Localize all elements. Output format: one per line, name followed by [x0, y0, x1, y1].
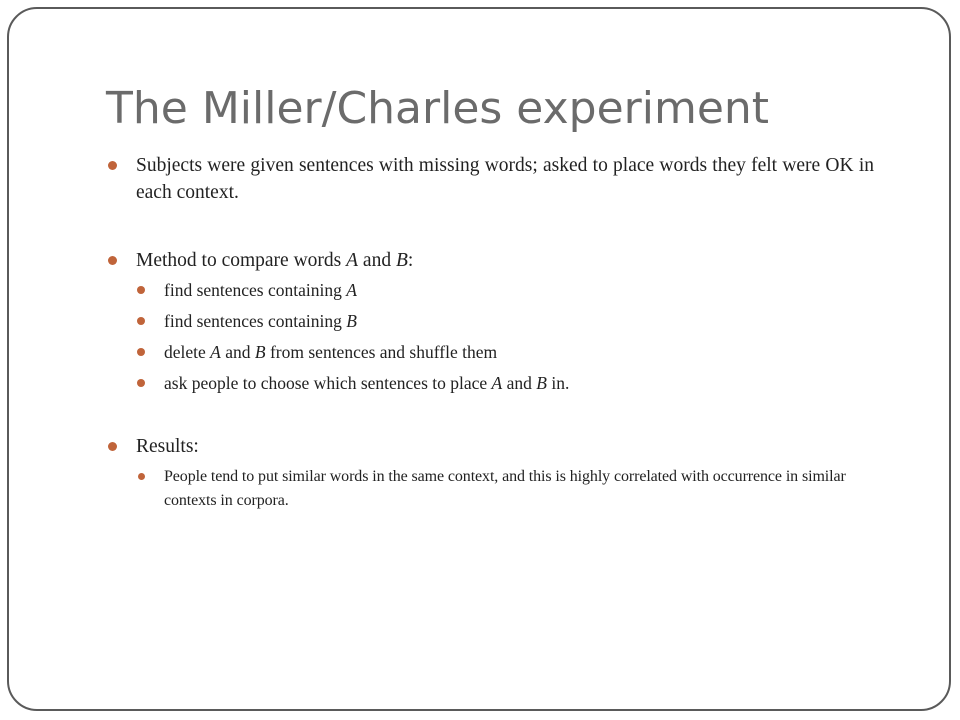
word-a: A	[210, 342, 221, 362]
word-b: B	[395, 250, 408, 271]
sub-bullet-text: in.	[546, 373, 570, 393]
slide-title: The Miller/Charles experiment	[106, 83, 770, 134]
conjunction: and	[358, 250, 396, 271]
slide-content	[106, 152, 874, 513]
sub-bullet-text: find sentences containing	[164, 311, 347, 331]
conjunction: and	[220, 342, 255, 362]
bullet-subjects-text: Subjects were given sentences with missing words; asked to place words they felt were OK in each context.	[136, 155, 874, 203]
punctuation: :	[407, 250, 414, 271]
sub-bullet-text: ask people to choose which sentences to place	[164, 373, 492, 393]
sub-bullet-find-a	[106, 278, 874, 302]
sub-bullet-delete	[106, 340, 874, 364]
sub-bullet-results-detail	[106, 465, 874, 513]
sub-bullet-find-b	[106, 309, 874, 333]
bullet-method-text: Method to compare words	[136, 250, 347, 271]
sub-bullet-text: delete	[164, 342, 211, 362]
word-b: B	[254, 342, 266, 362]
sub-bullet-ask	[106, 371, 874, 395]
sub-bullet-text: from sentences and shuffle them	[265, 342, 498, 362]
sub-bullet-text: find sentences containing	[164, 280, 347, 300]
sub-bullet-text: People tend to put similar words in the same context, and this is highly correlated with occurrence in similar contexts in corpora.	[164, 468, 846, 509]
word-b: B	[536, 373, 547, 393]
word-a: A	[346, 250, 359, 271]
word-a: A	[346, 280, 357, 300]
bullet-subjects	[106, 152, 874, 206]
bullet-method	[106, 247, 874, 274]
word-a: A	[491, 373, 503, 393]
bullet-results	[106, 433, 874, 460]
bullet-results-text: Results:	[136, 436, 199, 457]
conjunction: and	[502, 373, 537, 393]
word-b: B	[346, 311, 357, 331]
